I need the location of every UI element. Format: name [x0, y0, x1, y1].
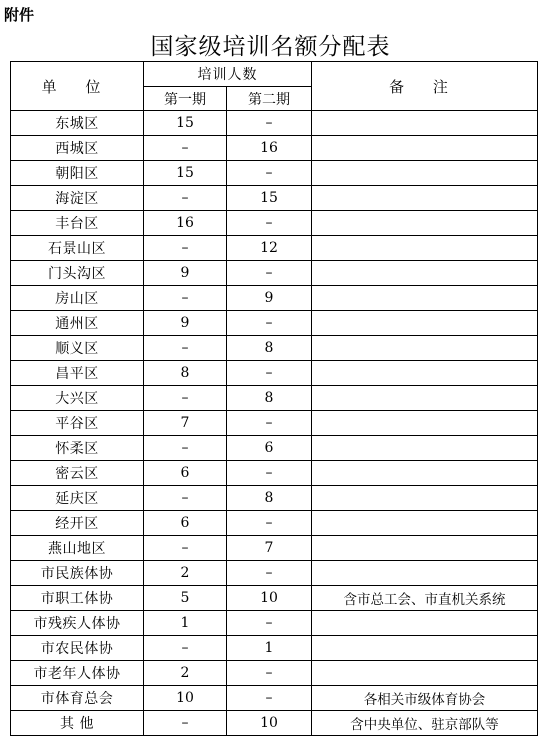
period2-cell: 8 [227, 386, 312, 411]
remarks-cell [312, 536, 538, 561]
remarks-cell [312, 261, 538, 286]
table-row [11, 111, 538, 136]
table-row [11, 536, 538, 561]
remarks-cell [312, 211, 538, 236]
period1-cell: – [144, 136, 227, 161]
attachment-label: 附件 [4, 6, 35, 24]
period2-cell: 15 [227, 186, 312, 211]
period1-cell: – [144, 236, 227, 261]
period1-cell: 15 [144, 161, 227, 186]
period1-cell: – [144, 711, 227, 736]
unit-cell: 怀柔区 [11, 436, 144, 461]
table-row [11, 461, 538, 486]
table-row [11, 261, 538, 286]
header-remarks: 备 注 [312, 62, 538, 111]
period2-cell: – [227, 161, 312, 186]
table-row [11, 486, 538, 511]
table-row [11, 361, 538, 386]
period2-cell: – [227, 361, 312, 386]
header-period-1: 第一期 [144, 87, 227, 111]
remarks-cell [312, 636, 538, 661]
remarks-cell [312, 186, 538, 211]
table-row [11, 436, 538, 461]
remarks-cell: 含中央单位、驻京部队等 [312, 711, 538, 736]
table-row [11, 211, 538, 236]
table-row [11, 386, 538, 411]
period1-cell: – [144, 386, 227, 411]
period2-cell: – [227, 561, 312, 586]
period2-cell: 6 [227, 436, 312, 461]
period2-cell: 1 [227, 636, 312, 661]
table-body [11, 111, 538, 736]
remarks-cell [312, 236, 538, 261]
remarks-cell [312, 336, 538, 361]
table-row [11, 411, 538, 436]
period2-cell: – [227, 211, 312, 236]
period1-cell: 6 [144, 511, 227, 536]
unit-cell: 平谷区 [11, 411, 144, 436]
allocation-table [10, 61, 538, 736]
table-row [11, 661, 538, 686]
table-row [11, 711, 538, 736]
period1-cell: 10 [144, 686, 227, 711]
unit-cell: 海淀区 [11, 186, 144, 211]
table-row [11, 511, 538, 536]
period2-cell: – [227, 686, 312, 711]
period2-cell: 8 [227, 336, 312, 361]
period1-cell: 9 [144, 261, 227, 286]
period1-cell: 8 [144, 361, 227, 386]
remarks-cell [312, 661, 538, 686]
period2-cell: 7 [227, 536, 312, 561]
unit-cell: 石景山区 [11, 236, 144, 261]
remarks-cell [312, 111, 538, 136]
remarks-cell [312, 461, 538, 486]
unit-cell: 西城区 [11, 136, 144, 161]
period1-cell: 1 [144, 611, 227, 636]
period1-cell: – [144, 436, 227, 461]
remarks-cell: 含市总工会、市直机关系统 [312, 586, 538, 611]
unit-cell: 通州区 [11, 311, 144, 336]
period2-cell: – [227, 461, 312, 486]
table-row [11, 161, 538, 186]
unit-cell: 顺义区 [11, 336, 144, 361]
period2-cell: – [227, 311, 312, 336]
unit-cell: 延庆区 [11, 486, 144, 511]
unit-cell: 市民族体协 [11, 561, 144, 586]
remarks-cell [312, 386, 538, 411]
unit-cell: 市职工体协 [11, 586, 144, 611]
period2-cell: 16 [227, 136, 312, 161]
unit-cell: 市农民体协 [11, 636, 144, 661]
period1-cell: 2 [144, 661, 227, 686]
period1-cell: 5 [144, 586, 227, 611]
header-unit: 单 位 [11, 62, 144, 111]
period2-cell: – [227, 111, 312, 136]
period1-cell: 9 [144, 311, 227, 336]
period1-cell: – [144, 186, 227, 211]
remarks-cell [312, 511, 538, 536]
remarks-cell [312, 611, 538, 636]
document-title: 国家级培训名额分配表 [150, 34, 391, 60]
remarks-cell [312, 311, 538, 336]
unit-cell: 昌平区 [11, 361, 144, 386]
unit-cell: 东城区 [11, 111, 144, 136]
unit-cell: 市残疾人体协 [11, 611, 144, 636]
table-row [11, 311, 538, 336]
remarks-cell [312, 136, 538, 161]
remarks-cell [312, 361, 538, 386]
table-row [11, 636, 538, 661]
table-row [11, 586, 538, 611]
unit-cell: 市体育总会 [11, 686, 144, 711]
header-training-count: 培训人数 [144, 62, 312, 87]
unit-cell: 朝阳区 [11, 161, 144, 186]
unit-cell: 经开区 [11, 511, 144, 536]
unit-cell: 门头沟区 [11, 261, 144, 286]
table-row [11, 236, 538, 261]
unit-cell: 燕山地区 [11, 536, 144, 561]
unit-cell: 市老年人体协 [11, 661, 144, 686]
table-row [11, 611, 538, 636]
period2-cell: 8 [227, 486, 312, 511]
period1-cell: 6 [144, 461, 227, 486]
period1-cell: – [144, 536, 227, 561]
table-row [11, 136, 538, 161]
remarks-cell [312, 561, 538, 586]
remarks-cell: 各相关市级体育协会 [312, 686, 538, 711]
period2-cell: 10 [227, 711, 312, 736]
unit-cell: 大兴区 [11, 386, 144, 411]
period1-cell: – [144, 636, 227, 661]
period1-cell: – [144, 486, 227, 511]
table-row [11, 186, 538, 211]
unit-cell: 密云区 [11, 461, 144, 486]
period1-cell: 2 [144, 561, 227, 586]
period1-cell: 7 [144, 411, 227, 436]
period2-cell: 10 [227, 586, 312, 611]
unit-cell: 丰台区 [11, 211, 144, 236]
remarks-cell [312, 436, 538, 461]
period2-cell: – [227, 661, 312, 686]
table-row [11, 336, 538, 361]
unit-cell: 其 他 [11, 711, 144, 736]
period2-cell: – [227, 611, 312, 636]
remarks-cell [312, 486, 538, 511]
header-period-2: 第二期 [227, 87, 312, 111]
remarks-cell [312, 286, 538, 311]
table-row [11, 286, 538, 311]
period2-cell: – [227, 411, 312, 436]
period1-cell: – [144, 336, 227, 361]
period2-cell: – [227, 261, 312, 286]
period1-cell: – [144, 286, 227, 311]
remarks-cell [312, 411, 538, 436]
table-row [11, 561, 538, 586]
period1-cell: 16 [144, 211, 227, 236]
period1-cell: 15 [144, 111, 227, 136]
period2-cell: 9 [227, 286, 312, 311]
period2-cell: – [227, 511, 312, 536]
unit-cell: 房山区 [11, 286, 144, 311]
remarks-cell [312, 161, 538, 186]
period2-cell: 12 [227, 236, 312, 261]
table-row [11, 686, 538, 711]
